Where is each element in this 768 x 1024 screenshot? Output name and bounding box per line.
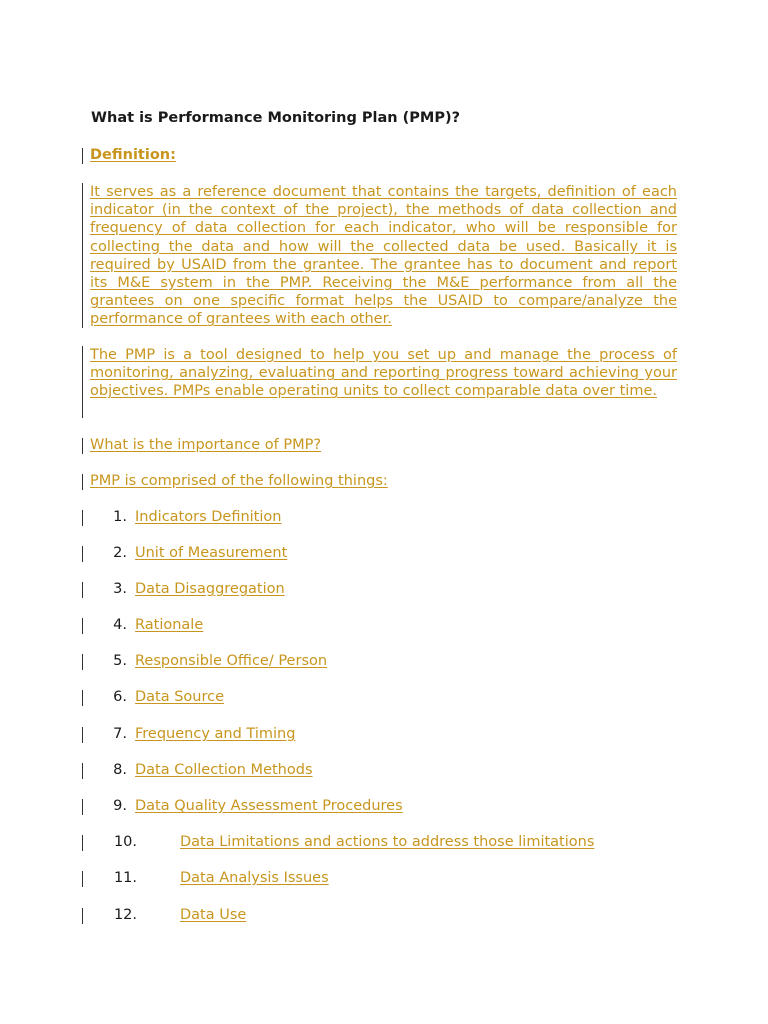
list-number: 6. bbox=[113, 689, 127, 705]
list-item-data-quality-assessment[interactable]: Data Quality Assessment Procedures bbox=[135, 798, 403, 814]
change-bar bbox=[82, 763, 83, 779]
list-number: 4. bbox=[113, 617, 127, 633]
change-bar bbox=[82, 474, 83, 490]
change-bar bbox=[82, 690, 83, 706]
change-bar bbox=[82, 148, 83, 164]
list-item-data-analysis-issues[interactable]: Data Analysis Issues bbox=[180, 870, 329, 886]
importance-question[interactable]: What is the importance of PMP? bbox=[90, 437, 322, 453]
change-bar bbox=[82, 582, 83, 598]
list-number: 1. bbox=[113, 509, 127, 525]
change-bar bbox=[82, 510, 83, 526]
page-title: What is Performance Monitoring Plan (PMP)? bbox=[91, 110, 461, 126]
list-number: 12. bbox=[113, 907, 137, 923]
list-item-data-collection-methods[interactable]: Data Collection Methods bbox=[135, 762, 313, 778]
change-bar bbox=[82, 438, 83, 454]
change-bar bbox=[82, 183, 83, 328]
definition-heading[interactable]: Definition: bbox=[90, 147, 176, 163]
list-item-data-disaggregation[interactable]: Data Disaggregation bbox=[135, 581, 285, 597]
list-number: 11. bbox=[113, 870, 137, 886]
list-number: 8. bbox=[113, 762, 127, 778]
definition-paragraph[interactable]: It serves as a reference document that contains the targets, definition of each indicator (in the context of the project), the methods of data collection and frequency of data collection for each indicator, who will be responsible for collecting the data and how will the collected data be used. Basically it is required by USAID from the grantee. The grantee has to document and report its M&E system in the PMP. Receiving the M&E performance from all the grantees on one specific format helps the USAID to compare/analyze the performance of grantees with each other. bbox=[90, 184, 677, 328]
change-bar bbox=[82, 546, 83, 562]
change-bar bbox=[82, 908, 83, 924]
list-number: 5. bbox=[113, 653, 127, 669]
list-item-rationale[interactable]: Rationale bbox=[135, 617, 204, 633]
change-bar bbox=[82, 799, 83, 815]
change-bar bbox=[82, 346, 83, 418]
change-bar bbox=[82, 835, 83, 851]
list-number: 10. bbox=[113, 834, 137, 850]
list-item-responsible-office[interactable]: Responsible Office/ Person bbox=[135, 653, 328, 669]
comprised-intro[interactable]: PMP is comprised of the following things: bbox=[90, 473, 388, 489]
list-item-unit-of-measurement[interactable]: Unit of Measurement bbox=[135, 545, 288, 561]
list-number: 7. bbox=[113, 726, 127, 742]
change-bar bbox=[82, 871, 83, 887]
list-item-indicators-definition[interactable]: Indicators Definition bbox=[135, 509, 282, 525]
list-number: 3. bbox=[113, 581, 127, 597]
change-bar bbox=[82, 618, 83, 634]
list-item-data-source[interactable]: Data Source bbox=[135, 689, 225, 705]
pmp-tool-paragraph[interactable]: The PMP is a tool designed to help you set up and manage the process of monitoring, analyzing, evaluating and reporting progress toward achieving your objectives. PMPs enable operating units to collect comparable data over time. bbox=[90, 347, 677, 400]
change-bar bbox=[82, 727, 83, 743]
list-number: 9. bbox=[113, 798, 127, 814]
list-item-data-limitations[interactable]: Data Limitations and actions to address those limitations bbox=[180, 834, 595, 850]
change-bar bbox=[82, 654, 83, 670]
list-number: 2. bbox=[113, 545, 127, 561]
list-item-frequency-and-timing[interactable]: Frequency and Timing bbox=[135, 726, 296, 742]
list-item-data-use[interactable]: Data Use bbox=[180, 907, 247, 923]
